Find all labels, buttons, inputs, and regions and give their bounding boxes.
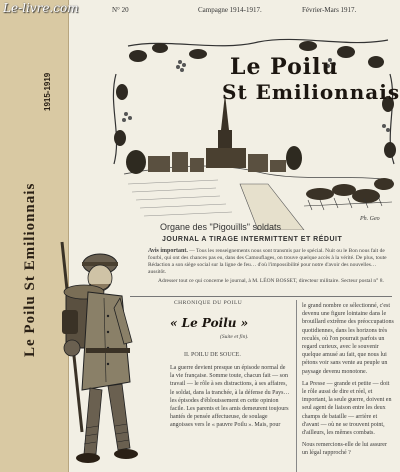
notice-text: — Tous les renseignements nous sont transmis par le spécial. Nuit ou le Bon nous fait de fourbi, qui ont des chances pas eu, dans des Camouflages, on trouve quelque accès à la vérité. bbox=[148, 248, 385, 261]
column-divider bbox=[296, 300, 297, 472]
article-section: II. POILU DE SOUCE. bbox=[184, 352, 241, 358]
notice-block bbox=[148, 248, 393, 276]
issue-number: N° 20 bbox=[112, 6, 129, 14]
editorial-address: Adresser tout ce qui concerne le journal, à M. LÉON BOSSET, directeur militaire. Secteur postal n° 8. bbox=[158, 278, 384, 284]
issue-header bbox=[70, 6, 400, 18]
article-subtitle: (Suite et fin). bbox=[220, 334, 249, 340]
spine-years: 1915-1919 bbox=[43, 72, 52, 112]
notice-text-2: De plus, toute Rédaction a son siège social sur la ligne de feu… d'où l'impossibilité pour notre d'avoir des nouvelles… aussitôt. bbox=[148, 255, 387, 275]
article-title: « Le Poilu » bbox=[170, 316, 249, 330]
issue-campaign: Campagne 1914-1917. bbox=[198, 6, 262, 14]
section-header: CHRONIQUE DU POILU bbox=[174, 300, 243, 306]
issue-date: Février-Mars 1917. bbox=[302, 6, 357, 14]
section-rule bbox=[130, 296, 392, 297]
masthead-title-line1: Le Poilu bbox=[230, 54, 339, 80]
organe-tagline: Organe des "Pigouïlls" soldats bbox=[160, 222, 281, 232]
spine-title: Le Poilu St Emilionnais bbox=[22, 182, 38, 358]
artist-signature: Ph. Geo bbox=[360, 216, 380, 222]
article-right-column bbox=[302, 302, 394, 462]
article-paragraph: Nous remercions-elle de lui assurer un légal rapproché ? bbox=[302, 442, 387, 457]
soldier-illustration bbox=[42, 232, 142, 472]
article-paragraph: le grand nombre ce sélectionné, c'est devenu une figure lointaine dans le brouillard extrême des préoccupations quotidiennes, dans les horizons très reculés, où l'on pourrait parfois un regard curieux, avec le souvenir quelque amusé au fait, que nous lui pétons voir sans vente au peuple un paysage devenu monotone. bbox=[302, 303, 394, 375]
watermark: Le-livre.com bbox=[3, 1, 79, 15]
masthead-title-line2: St Emilionnais bbox=[222, 80, 400, 104]
article-left-column: La guerre devient presque un épisode normal de la vie française. Somme toute, chacun fait — son travail — le rôle à ses distractions, à ses affaires, le soldat, dans la tranchée, à la défense du Pays… les épisodes d'éblouissement en cette opinion facile. Les parents et les amis demeurent toujours hantés de pensée affectueuse, de soulage angoisses vers le « pauvre Poilu ». Mais, pour bbox=[170, 365, 290, 429]
notice-label: Avis important. bbox=[148, 248, 188, 254]
article-paragraph: La Presse — grande et petite — doit le rôle aussi de dire et réel, et important, la seule guerre, doivent en seul agent de liaison entre les deux champs de bataille — arrière et d'avant — où ne se trouvent point, d'ailleurs, les mêmes combats. bbox=[302, 380, 392, 437]
journal-subtitle: JOURNAL A TIRAGE INTERMITTENT ET RÉDUIT bbox=[162, 236, 343, 243]
